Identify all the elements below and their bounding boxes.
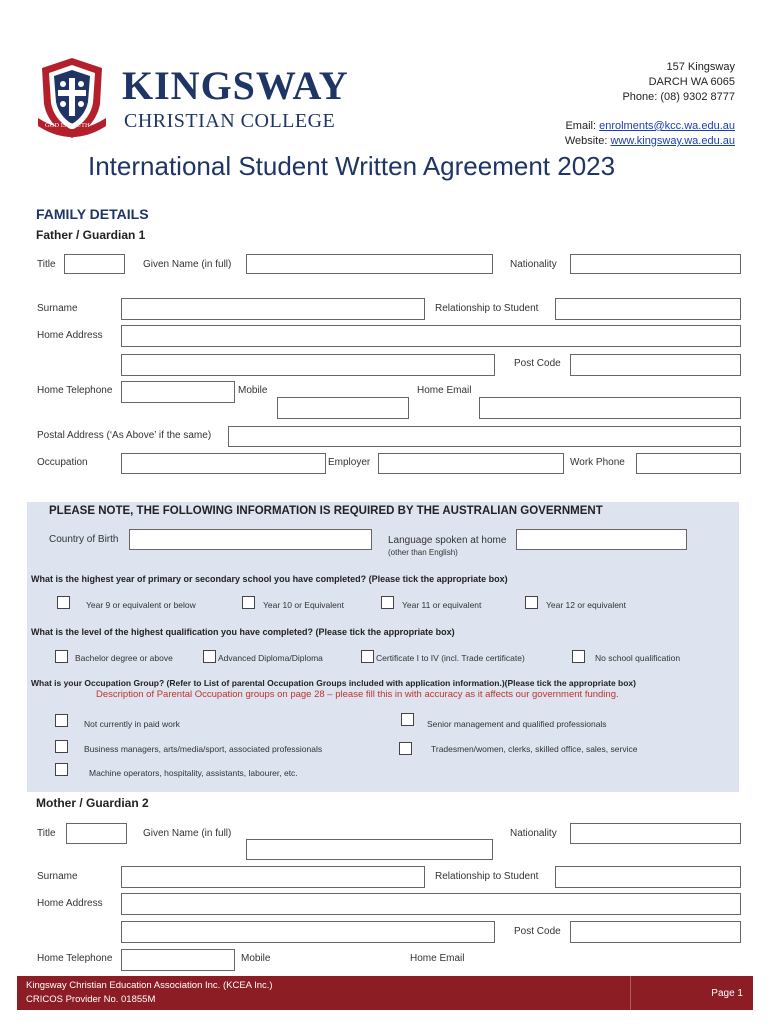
address-line1: 157 Kingsway xyxy=(666,61,735,73)
guardian2-heading: Mother / Guardian 2 xyxy=(36,796,149,810)
g1-surname-label: Surname xyxy=(37,303,78,314)
q1-option-4-label: Year 12 or equivalent xyxy=(546,600,627,610)
college-name-line2: CHRISTIAN COLLEGE xyxy=(124,110,336,132)
g2-home-address-label: Home Address xyxy=(37,898,103,909)
q3-note: Description of Parental Occupation groups on page 28 – please fill this in with accuracy as it affects our government funding. xyxy=(96,689,619,700)
q1-option-3-label: Year 11 or equivalent xyxy=(402,600,482,610)
q2-option-3-label: Certificate I to IV (incl. Trade certificate) xyxy=(376,653,525,663)
g1-mobile-label: Mobile xyxy=(238,385,268,396)
email-line xyxy=(565,120,735,132)
g2-given-name-label: Given Name (in full) xyxy=(143,828,232,839)
language-label: Language spoken at home xyxy=(388,535,507,546)
q1-option-2-checkbox[interactable] xyxy=(242,596,255,609)
g1-occupation-field[interactable] xyxy=(121,453,326,474)
college-logo xyxy=(36,56,381,142)
q2-option-4-checkbox[interactable] xyxy=(572,650,585,663)
language-note: (other than English) xyxy=(388,548,458,557)
g1-postal-address-field[interactable] xyxy=(228,426,741,447)
g2-home-telephone-field[interactable] xyxy=(121,949,235,971)
g2-home-address-field[interactable] xyxy=(121,893,741,915)
website-link[interactable]: www.kingsway.wa.edu.au xyxy=(610,135,735,147)
g1-work-phone-label: Work Phone xyxy=(570,457,625,468)
g2-given-name-field[interactable] xyxy=(246,839,493,860)
q2-option-2-checkbox[interactable] xyxy=(203,650,216,663)
q3-question: What is your Occupation Group? (Refer to List of parental Occupation Groups included with application information.)(Please tick the appropriate box) xyxy=(31,678,636,688)
g1-employer-label: Employer xyxy=(328,457,371,468)
q3-option-1-checkbox[interactable] xyxy=(55,714,68,727)
q1-option-1-checkbox[interactable] xyxy=(57,596,70,609)
g1-relationship-field[interactable] xyxy=(555,298,741,320)
q3-option-2-label: Senior management and qualified professionals xyxy=(427,719,607,729)
g2-surname-field[interactable] xyxy=(121,866,425,888)
g2-title-field[interactable] xyxy=(66,823,127,844)
q3-option-1-label: Not currently in paid work xyxy=(84,719,180,729)
footer-association: Kingsway Christian Education Association Inc. (KCEA Inc.) xyxy=(26,980,273,991)
g1-home-address-field-2[interactable] xyxy=(121,354,495,376)
q3-option-5-checkbox[interactable] xyxy=(55,763,68,776)
language-field[interactable] xyxy=(516,529,687,550)
g1-work-phone-field[interactable] xyxy=(636,453,741,474)
q3-option-4-checkbox[interactable] xyxy=(399,742,412,755)
g2-relationship-field[interactable] xyxy=(555,866,741,888)
q2-option-1-label: Bachelor degree or above xyxy=(75,653,173,663)
address-line2: DARCH WA 6065 xyxy=(648,76,735,88)
email-link[interactable]: enrolments@kcc.wa.edu.au xyxy=(599,120,735,132)
email-label: Email: xyxy=(565,120,597,132)
g2-post-code-label: Post Code xyxy=(514,926,561,937)
q3-option-2-checkbox[interactable] xyxy=(401,713,414,726)
guardian1-heading: Father / Guardian 1 xyxy=(36,228,146,242)
g1-home-email-field[interactable] xyxy=(479,397,741,419)
page-number: Page 1 xyxy=(711,988,743,999)
g1-post-code-label: Post Code xyxy=(514,358,561,369)
g1-mobile-field[interactable] xyxy=(277,397,409,419)
q1-option-4-checkbox[interactable] xyxy=(525,596,538,609)
q1-option-3-checkbox[interactable] xyxy=(381,596,394,609)
g2-home-email-label: Home Email xyxy=(410,953,465,964)
g1-given-name-label: Given Name (in full) xyxy=(143,259,232,270)
q2-option-3-checkbox[interactable] xyxy=(361,650,374,663)
college-motto: GOD IS TRUTH xyxy=(45,122,90,129)
g1-relationship-label: Relationship to Student xyxy=(435,303,539,314)
country-of-birth-label: Country of Birth xyxy=(49,534,119,545)
shield-crest-icon xyxy=(36,56,108,142)
q2-option-1-checkbox[interactable] xyxy=(55,650,68,663)
g1-home-telephone-field[interactable] xyxy=(121,381,235,403)
g1-employer-field[interactable] xyxy=(378,453,564,474)
g1-postal-address-label: Postal Address (‘As Above’ if the same) xyxy=(37,430,212,441)
g2-relationship-label: Relationship to Student xyxy=(435,871,539,882)
q1-question: What is the highest year of primary or secondary school you have completed? (Please tick the appropriate box) xyxy=(31,574,508,584)
g1-surname-field[interactable] xyxy=(121,298,425,320)
family-details-heading: FAMILY DETAILS xyxy=(36,206,149,222)
q3-option-3-label: Business managers, arts/media/sport, associated professionals xyxy=(84,744,323,754)
g1-home-address-label: Home Address xyxy=(37,330,103,341)
footer-cricos: CRICOS Provider No. 01855M xyxy=(26,994,156,1005)
g1-nationality-field[interactable] xyxy=(570,254,741,274)
g2-post-code-field[interactable] xyxy=(570,921,741,943)
g1-given-name-field[interactable] xyxy=(246,254,493,274)
page-title: International Student Written Agreement 2023 xyxy=(88,151,616,181)
phone-line: Phone: (08) 9302 8777 xyxy=(622,91,735,103)
q3-option-4-label: Tradesmen/women, clerks, skilled office, sales, service xyxy=(431,744,638,754)
website-line xyxy=(565,135,735,147)
g2-home-address-field-2[interactable] xyxy=(121,921,495,943)
g2-surname-label: Surname xyxy=(37,871,78,882)
website-label: Website: xyxy=(564,135,608,147)
q2-question: What is the level of the highest qualification you have completed? (Please tick the appropriate box) xyxy=(31,627,455,637)
g2-nationality-field[interactable] xyxy=(570,823,741,844)
q1-option-2-label: Year 10 or Equivalent xyxy=(263,600,344,610)
g1-post-code-field[interactable] xyxy=(570,354,741,376)
g1-home-email-label: Home Email xyxy=(417,385,472,396)
government-heading: PLEASE NOTE, THE FOLLOWING INFORMATION IS REQUIRED BY THE AUSTRALIAN GOVERNMENT xyxy=(49,505,603,517)
g2-nationality-label: Nationality xyxy=(510,828,557,839)
g1-title-label: Title xyxy=(37,259,56,270)
footer-divider xyxy=(630,976,631,1010)
g2-home-telephone-label: Home Telephone xyxy=(37,953,113,964)
g2-title-label: Title xyxy=(37,828,56,839)
page-footer xyxy=(17,976,753,1010)
g1-home-telephone-label: Home Telephone xyxy=(37,385,113,396)
g1-title-field[interactable] xyxy=(64,254,125,274)
q3-option-3-checkbox[interactable] xyxy=(55,740,68,753)
q1-option-1-label: Year 9 or equivalent or below xyxy=(86,600,196,610)
g1-occupation-label: Occupation xyxy=(37,457,88,468)
g1-home-address-field[interactable] xyxy=(121,325,741,347)
country-of-birth-field[interactable] xyxy=(129,529,372,550)
q2-option-4-label: No school qualification xyxy=(595,653,681,663)
g2-mobile-label: Mobile xyxy=(241,953,271,964)
college-name-line1: KINGSWAY xyxy=(122,63,349,108)
g1-nationality-label: Nationality xyxy=(510,259,557,270)
q3-option-5-label: Machine operators, hospitality, assistants, labourer, etc. xyxy=(89,768,298,778)
q2-option-2-label: Advanced Diploma/Diploma xyxy=(218,653,323,663)
